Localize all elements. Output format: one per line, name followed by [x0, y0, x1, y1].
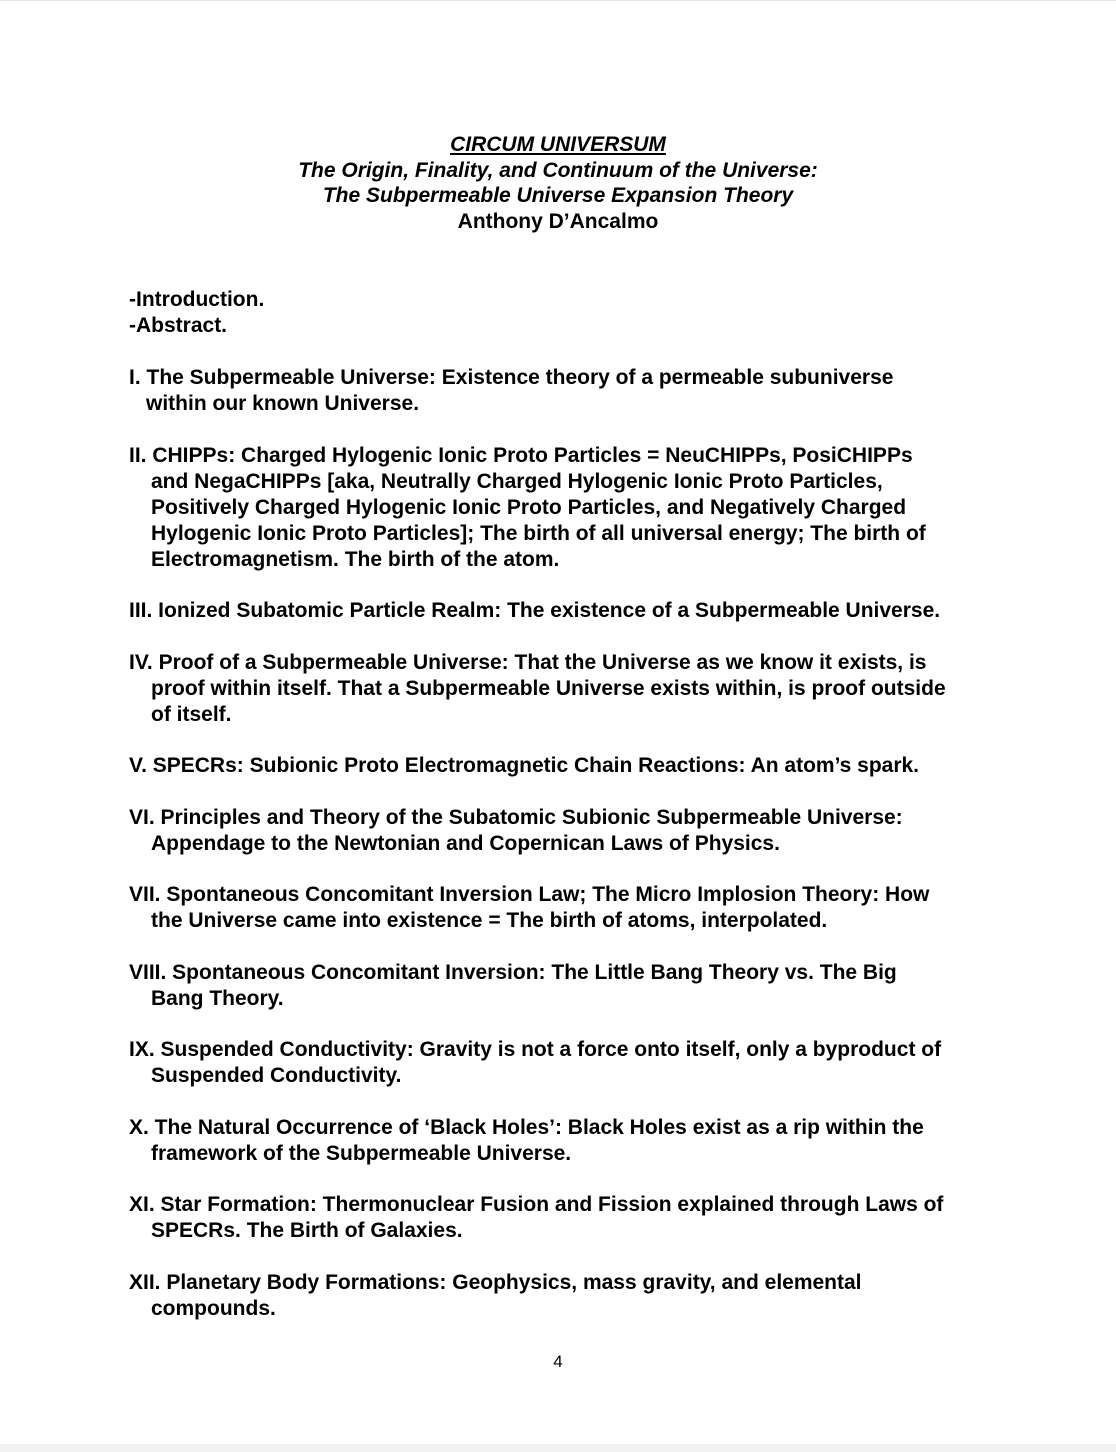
- toc-item-line: proof within itself. That a Subpermeable Universe exists within, is proof outside: [151, 676, 946, 700]
- toc-item-3: [129, 598, 999, 624]
- toc-item-2: [129, 443, 999, 573]
- toc-item-1: [129, 365, 999, 417]
- toc-item-line: III. Ionized Subatomic Particle Realm: The existence of a Subpermeable Universe.: [129, 599, 941, 622]
- toc-item-line: framework of the Subpermeable Universe.: [151, 1141, 572, 1165]
- page-bottom-edge: [0, 1444, 1116, 1452]
- spacer: [129, 339, 999, 365]
- toc-item-line: IX. Suspended Conductivity: Gravity is not a force onto itself, only a byproduct of: [129, 1038, 942, 1061]
- toc-item-12: [129, 1270, 999, 1322]
- toc-item-line: Positively Charged Hylogenic Ionic Proto Particles, and Negatively Charged: [151, 495, 907, 519]
- toc-item-line: II. CHIPPs: Charged Hylogenic Ionic Proto Particles = NeuCHIPPs, PosiCHIPPs: [129, 443, 913, 467]
- toc-item-10: [129, 1115, 999, 1167]
- toc-item-line: Suspended Conductivity.: [151, 1064, 402, 1087]
- toc-item-11: [129, 1192, 999, 1244]
- toc-item-line: Bang Theory.: [151, 986, 284, 1010]
- document-subtitle-2: The Subpermeable Universe Expansion Theory: [322, 184, 794, 207]
- table-of-contents: [129, 287, 999, 1347]
- toc-item-line: of itself.: [151, 702, 232, 726]
- toc-item-8: [129, 960, 999, 1012]
- toc-item-line: compounds.: [151, 1296, 276, 1320]
- toc-item-6: [129, 805, 999, 857]
- toc-item-line: X. The Natural Occurrence of ‘Black Holes’: Black Holes exist as a rip within the: [129, 1115, 924, 1139]
- toc-item-7: [129, 882, 999, 934]
- toc-item-line: Hylogenic Ionic Proto Particles]; The birth of all universal energy; The birth of: [151, 521, 926, 545]
- toc-item-line: Appendage to the Newtonian and Copernican Laws of Physics.: [151, 831, 780, 855]
- document-subtitle-1: The Origin, Finality, and Continuum of the Universe:: [298, 158, 818, 182]
- page-number: 4: [553, 1352, 563, 1371]
- toc-item-line: IV. Proof of a Subpermeable Universe: That the Universe as we know it exists, is: [129, 650, 927, 674]
- toc-item-5: [129, 753, 999, 779]
- toc-item-9: [129, 1037, 999, 1089]
- toc-introduction: -Introduction.: [129, 288, 265, 311]
- toc-item-4: [129, 650, 999, 728]
- toc-item-line: Electromagnetism. The birth of the atom.: [151, 547, 560, 571]
- toc-item-line: VI. Principles and Theory of the Subatomic Subionic Subpermeable Universe:: [129, 805, 903, 829]
- toc-item-line: VII. Spontaneous Concomitant Inversion Law; The Micro Implosion Theory: How: [129, 883, 930, 906]
- toc-item-line: the Universe came into existence = The birth of atoms, interpolated.: [151, 909, 828, 932]
- toc-item-line: I. The Subpermeable Universe: Existence theory of a permeable subuniverse: [129, 366, 894, 389]
- document-title: CIRCUM UNIVERSUM: [450, 133, 666, 156]
- toc-item-line: XII. Planetary Body Formations: Geophysics, mass gravity, and elemental: [129, 1270, 862, 1294]
- toc-item-line: SPECRs. The Birth of Galaxies.: [151, 1219, 463, 1242]
- toc-item-line: V. SPECRs: Subionic Proto Electromagnetic Chain Reactions: An atom’s spark.: [129, 754, 920, 777]
- toc-item-line: and NegaCHIPPs [aka, Neutrally Charged Hylogenic Ionic Proto Particles,: [151, 469, 883, 493]
- document-author: Anthony D’Ancalmo: [457, 209, 659, 233]
- toc-item-line: VIII. Spontaneous Concomitant Inversion: The Little Bang Theory vs. The Big: [129, 960, 897, 984]
- toc-item-line: within our known Universe.: [146, 392, 420, 415]
- toc-item-line: XI. Star Formation: Thermonuclear Fusion and Fission explained through Laws of: [129, 1193, 944, 1216]
- toc-abstract: -Abstract.: [129, 314, 228, 337]
- document-header: [0, 132, 1116, 234]
